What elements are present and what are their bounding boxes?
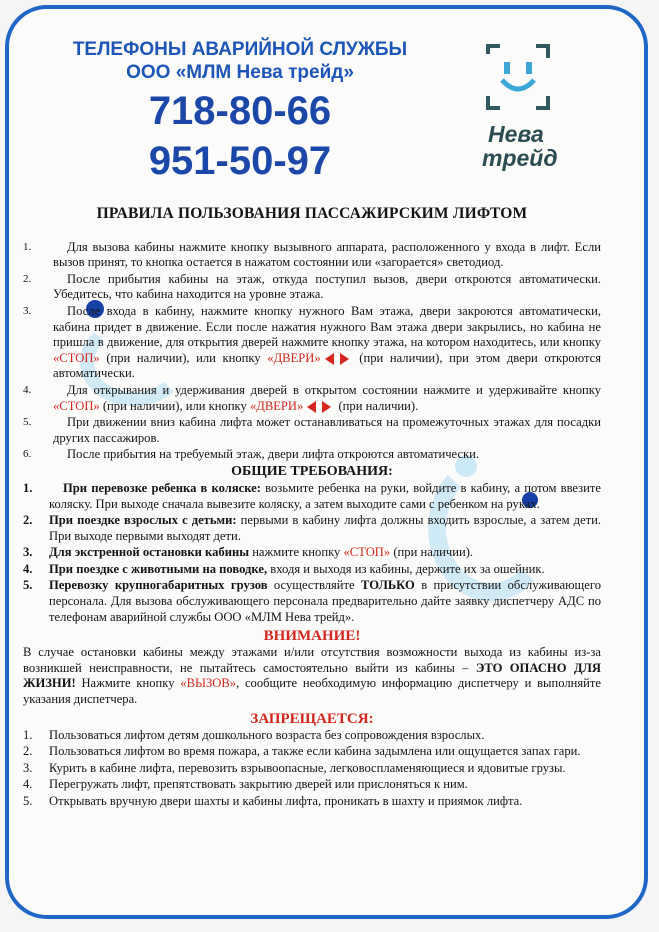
- rules-list: [23, 240, 601, 463]
- forbidden-list: [23, 728, 601, 810]
- item-text: (при наличии), или кнопку: [99, 398, 250, 413]
- item-number: 3.: [23, 760, 33, 775]
- list-item: [23, 777, 601, 793]
- item-number: 2.: [23, 513, 33, 528]
- doors-button-label: «ДВЕРИ»: [267, 350, 321, 365]
- door-arrows-icon: [324, 353, 350, 365]
- call-button-label: «ВЫЗОВ»: [180, 676, 237, 691]
- logo-word1: Нева: [488, 121, 544, 147]
- header-line2: ООО «МЛМ Нева трейд»: [126, 62, 354, 83]
- item-number: 3.: [23, 545, 33, 560]
- item-number: 5.: [23, 794, 33, 808]
- list-item: [23, 415, 601, 446]
- item-text: После прибытия кабины на этаж, откуда поступил вызов, двери откроются автоматически. Убедитесь, что кабина находится на уровне этажа.: [53, 271, 601, 302]
- item-text: При движении вниз кабина лифта может останавливаться на промежуточных этажах для посадки других пассажиров.: [53, 415, 601, 445]
- list-item: [23, 761, 601, 777]
- list-item: [23, 304, 601, 382]
- item-text: возьмите ребенка на руки, войдите в кабину, а потом ввезите коляску. При выходе сначала вывезите коляску, а затем выходите сами с ребенком на руках.: [49, 480, 601, 511]
- item-text: (при наличии), при этом двери откроются автоматически.: [53, 350, 601, 381]
- item-number: 2.: [23, 744, 33, 759]
- item-number: 5.: [23, 416, 32, 429]
- rules-content: [23, 206, 601, 811]
- attention-bold: ЭТО ОПАСНО ДЛЯ ЖИЗНИ!: [23, 660, 602, 691]
- general-heading: ОБЩИЕ ТРЕБОВАНИЯ:: [231, 463, 393, 479]
- item-text: (при наличии), или кнопку: [99, 350, 268, 365]
- item-text: осуществляйте: [267, 578, 362, 593]
- list-item: [23, 272, 601, 303]
- item-text: После прибытия на требуемый этаж, двери лифта откроются автоматически.: [67, 447, 480, 462]
- list-item: [23, 728, 601, 744]
- list-item: [23, 240, 601, 271]
- item-bold: Для экстренной остановки кабины: [49, 545, 250, 560]
- item-number: 1.: [23, 727, 33, 742]
- list-item: [23, 481, 601, 512]
- company-logo-icon: [486, 44, 550, 110]
- forbidden-heading: ЗАПРЕЩАЕТСЯ:: [250, 710, 374, 727]
- item-number: 3.: [23, 304, 32, 317]
- list-item: [23, 578, 601, 625]
- phone-number-2: 951-50-97: [148, 139, 332, 183]
- item-bold: При поездке с животными на поводке,: [49, 561, 268, 576]
- item-text: Перегружать лифт, препятствовать закрытию дверей или прислоняться к ним.: [49, 777, 468, 792]
- list-item: [23, 562, 601, 578]
- door-arrows-icon: [306, 401, 332, 413]
- item-number: 2.: [23, 272, 32, 285]
- item-number: 1.: [23, 480, 33, 495]
- item-bold: При поездке взрослых с детьми:: [49, 513, 237, 528]
- item-number: 5.: [23, 578, 33, 593]
- item-bold: ТОЛЬКО: [361, 578, 415, 593]
- item-number: 4.: [23, 383, 32, 396]
- item-bold: При перевозке ребенка в коляске:: [63, 480, 261, 495]
- item-text: После входа в кабину, нажмите кнопку нужного Вам этажа, двери закроются автоматически, кабина придет в движение. Если после нажатия нужного Вам этажа двери закрылись, но кабина не пришла в движение, для открытия дверей нажмите кнопку этажа, на котором находитесь, или кнопку: [53, 303, 601, 350]
- stop-button-label: «СТОП»: [343, 545, 391, 560]
- item-number: 6.: [23, 448, 32, 461]
- emergency-header: [20, 38, 460, 186]
- item-text: входя и выходя из кабины, держите их за ошейник.: [267, 561, 545, 576]
- attention-heading: ВНИМАНИЕ!: [263, 628, 361, 645]
- item-number: 4.: [23, 777, 33, 792]
- item-text: Для вызова кабины нажмите кнопку вызывного аппарата, расположенного у входа в лифт. Если вызов принят, то кнопка остается в нажатом состоянии или «загорается» светодиод.: [53, 239, 601, 270]
- attention-part: Нажмите кнопку: [75, 676, 181, 691]
- attention-part: В случае остановки кабины между этажами и/или отсутствия возможности выхода из кабины из-за возникшей неисправности, не пытайтесь самостоятельно выйти из кабины –: [23, 645, 601, 675]
- item-bold: Перевозку крупногабаритных грузов: [49, 578, 268, 593]
- phone-number-1: 718-80-66: [148, 89, 332, 133]
- general-list: [23, 481, 601, 625]
- list-item: [23, 744, 601, 760]
- list-item: [23, 383, 601, 414]
- list-item: [23, 513, 601, 544]
- item-text: первыми в кабину лифта должны входить взрослые, а затем дети. При выходе первыми выходят дети.: [49, 513, 601, 543]
- attention-text: [23, 645, 601, 707]
- item-text: Курить в кабине лифта, перевозить взрывоопасные, легковоспламеняющиеся и ядовитые грузы.: [49, 760, 566, 775]
- list-item: [23, 447, 601, 463]
- item-text: Для открывания и удерживания дверей в открытом состоянии нажмите и удерживайте кнопку: [67, 382, 601, 397]
- item-text: Открывать вручную двери шахты и кабины лифта, проникать в шахту и приямок лифта.: [49, 794, 523, 808]
- list-item: [23, 794, 601, 810]
- item-text: Пользоваться лифтом во время пожара, а также если кабина задымлена или ощущается запах гари.: [49, 744, 581, 759]
- company-logo-text: [482, 122, 562, 170]
- logo-word2: трейд: [482, 145, 558, 171]
- item-text: (при наличии).: [390, 545, 474, 560]
- item-text: Пользоваться лифтом детям дошкольного возраста без сопровождения взрослых.: [49, 727, 485, 742]
- item-text: (при наличии).: [335, 398, 419, 413]
- stop-button-label: «СТОП»: [53, 398, 100, 413]
- attention-part: , сообщите необходимую информацию диспетчеру и выполняйте указания диспетчера.: [23, 676, 601, 707]
- item-text: в присутствии обслуживающего персонала. Для вызова обслуживающего персонала предварительно дайте заявку диспетчеру АДС по телефонам аварийной службы ООО «МЛМ Нева трейд».: [49, 578, 601, 624]
- item-number: 4.: [23, 561, 33, 576]
- page-title: ПРАВИЛА ПОЛЬЗОВАНИЯ ПАССАЖИРСКИМ ЛИФТОМ: [96, 205, 528, 222]
- stop-button-label: «СТОП»: [53, 350, 100, 365]
- item-text: нажмите кнопку: [249, 545, 344, 560]
- doors-button-label: «ДВЕРИ»: [249, 398, 304, 413]
- item-number: 1.: [23, 240, 32, 253]
- header-line1: ТЕЛЕФОНЫ АВАРИЙНОЙ СЛУЖБЫ: [72, 39, 408, 60]
- list-item: [23, 545, 601, 561]
